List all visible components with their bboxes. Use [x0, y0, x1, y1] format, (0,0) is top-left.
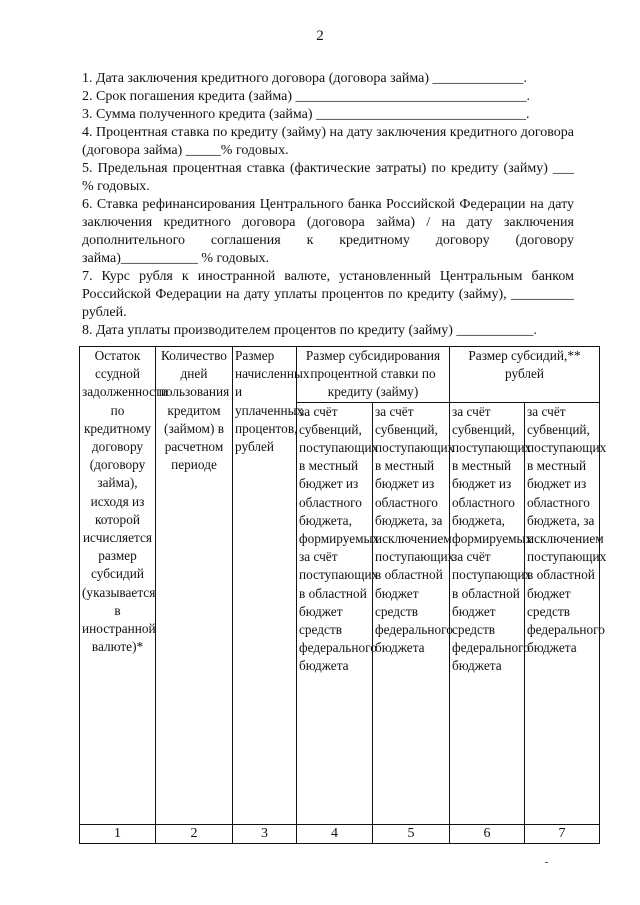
column-number: 6 — [450, 824, 525, 843]
item-5: 5. Предельная процентная ставка (фактические затраты) по кредиту (займу) ___ % годовых. — [82, 161, 574, 194]
subsidy-table — [79, 346, 607, 844]
item-3: 3. Сумма полученного кредита (займа) ______________________________. — [82, 107, 530, 122]
item-8: 8. Дата уплаты производителем процентов по кредиту (займу) ___________. — [82, 323, 537, 338]
scan-speck — [545, 862, 548, 863]
header-col-7: за счёт субвенций, поступающих в местный бюджет из областного бюджета, за исключением поступающих в областной бюджет средств федерального бюджета — [525, 402, 600, 824]
item-1: 1. Дата заключения кредитного договора (договора займа) _____________. — [82, 71, 528, 86]
column-number: 5 — [373, 824, 450, 843]
header-days-count: Количество дней пользования кредитом (займом) в расчетном периоде — [156, 347, 233, 825]
header-loan-balance: Остаток ссудной задолженности по кредитному договору (договору займа), исходя из которой исчисляется размер субсидий (указывается в иностранной валюте)* — [80, 347, 156, 825]
item-4: 4. Процентная ставка по кредиту (займу) на дату заключения кредитного договора (договора займа) _____% годовых. — [82, 125, 574, 158]
header-interest-amount: Размер начисленных и уплаченных процентов, рублей — [233, 347, 297, 825]
column-number: 1 — [80, 824, 156, 843]
header-col-6: за счёт субвенций, поступающих в местный бюджет из областного бюджета, формируемых за счёт поступающих в областной бюджет средств федерального бюджета — [450, 402, 525, 824]
page-number: 2 — [316, 28, 324, 44]
item-2: 2. Срок погашения кредита (займа) _________________________________. — [82, 89, 530, 104]
column-number: 2 — [156, 824, 233, 843]
header-col-5: за счёт субвенций, поступающих в местный бюджет из областного бюджета, за исключением поступающих в областной бюджет средств федерального бюджета — [373, 402, 450, 824]
column-number: 3 — [233, 824, 297, 843]
header-group-rate-subsidy: Размер субсидирования процентной ставки по кредиту (займу) — [297, 347, 450, 403]
item-7: 7. Курс рубля к иностранной валюте, установленный Центральным банком Российской Федерации на дату уплаты процентов по кредиту (займу), _________ рублей. — [82, 269, 574, 320]
item-6: 6. Ставка рефинансирования Центрального банка Российской Федерации на дату заключения кредитного договора (договора займа) / на дату заключения дополнительного соглашения к кредитному договору (договору займа)___________ % годовых. — [82, 197, 574, 266]
header-group-subsidy-amount: Размер субсидий,** рублей — [450, 347, 600, 403]
column-number: 4 — [297, 824, 373, 843]
header-col-4: за счёт субвенций, поступающих в местный бюджет из областного бюджета, формируемых за счёт поступающих в областной бюджет средств федерального бюджета — [297, 402, 373, 824]
column-number-row — [80, 824, 600, 843]
column-number: 7 — [525, 824, 600, 843]
